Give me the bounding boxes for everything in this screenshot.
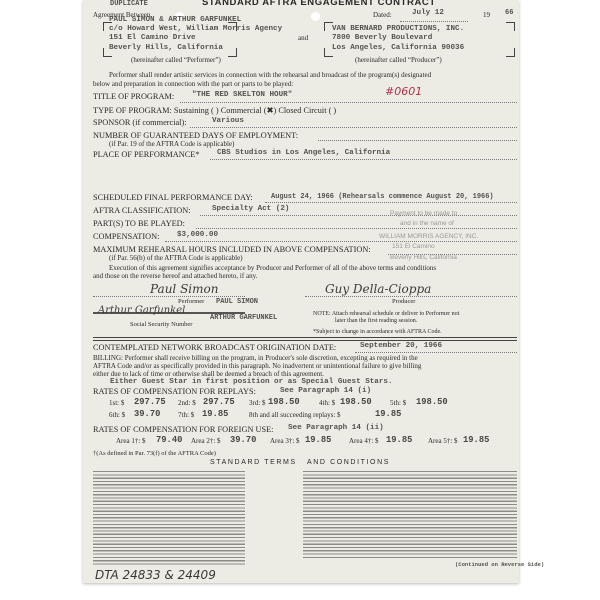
- year-prefix: 19: [483, 11, 490, 19]
- parts-label: PART(S) TO BE PLAYED:: [93, 219, 185, 228]
- sponsor-label: SPONSOR (if commercial):: [93, 118, 187, 127]
- dagger-note: †(As defined in Par. 73(f) of the AFTRA Code): [93, 450, 216, 457]
- execution-text: and those on the reverse hereof and attached hereto, if any.: [93, 272, 258, 280]
- producer-signature-line: [305, 296, 517, 297]
- billing-text: AFTRA Code and/or as specifically provided in this paragraph. No inadvertent or unintentional failure to give billing: [93, 362, 422, 370]
- final-day-line: [265, 202, 517, 203]
- year-value: 66: [505, 9, 514, 17]
- replay-rate-value: 297.75: [134, 397, 166, 407]
- foreign-rate-value: 19.85: [386, 435, 413, 445]
- foreign-rate-value: 39.70: [230, 435, 257, 445]
- punch-hole: [311, 12, 320, 21]
- performer2-signature: Arthur Garfunkel: [98, 305, 186, 316]
- replay-rate-label: 7th: $: [178, 411, 195, 419]
- terms-column-left: [93, 470, 245, 565]
- continued-note: (Continued on Reverse Side): [455, 561, 545, 568]
- classification-label: AFTRA CLASSIFICATION:: [93, 206, 191, 215]
- producer-address-line: Los Angeles, California 90036: [332, 44, 465, 52]
- contract-title: STANDARD AFTRA ENGAGEMENT CONTRACT: [202, 0, 436, 8]
- replay-rate-label: 5th: $: [390, 399, 407, 407]
- performer-address-line: Beverly Hills, California: [109, 44, 223, 52]
- title-line: [180, 102, 517, 103]
- dated-label: Dated:: [373, 11, 392, 19]
- days-label: NUMBER OF GUARANTEED DAYS OF EMPLOYMENT:: [93, 131, 299, 140]
- foreign-rate-value: 79.40: [156, 435, 183, 445]
- max-rehearsal-label: MAXIMUM REHEARSAL HOURS INCLUDED IN ABOVE COMPENSATION:: [93, 245, 371, 254]
- final-day-value: August 24, 1966 (Rehearsals commence August 20, 1966): [271, 193, 494, 201]
- stamp-line: Payment to be made to: [390, 210, 458, 217]
- parts-line: [196, 228, 517, 229]
- performer-address-line: 151 El Camino Drive: [109, 34, 196, 42]
- intro-text: Performer shall render artistic services in connection with the rehearsal and broadcast of the program(s) designated: [109, 71, 432, 79]
- producer-label: Producer: [392, 298, 416, 305]
- note-text: later than the first reading session.: [335, 318, 418, 324]
- place-value: CBS Studios in Los Angeles, California: [217, 149, 391, 157]
- note-text: NOTE: Attach rehearsal schedule or deliver to Performer not: [313, 311, 460, 317]
- place-label: PLACE OF PERFORMANCE*: [93, 150, 200, 159]
- performer-called: (hereinafter called “Performer”): [131, 56, 221, 64]
- billing-value: Either Guest Star in first position or as Special Guest Stars.: [110, 378, 393, 386]
- foreign-rate-value: 19.85: [305, 435, 332, 445]
- foreign-rate-label: Area 5†: $: [428, 437, 458, 445]
- stamp-line: 151 El Camino: [392, 243, 435, 250]
- replay-rate-value: 39.70: [134, 409, 161, 419]
- replay-rate-value: 198.50: [416, 397, 448, 407]
- billing-text: either due to lack of time or otherwise shall be deemed a breach of this agreement.: [93, 370, 324, 378]
- double-divider: [93, 337, 517, 341]
- replay-rate-value: 297.75: [203, 397, 235, 407]
- producer-name: VAN BERNARD PRODUCTIONS, INC.: [332, 25, 465, 33]
- final-day-label: SCHEDULED FINAL PERFORMANCE DAY:: [93, 193, 253, 202]
- execution-text: Execution of this agreement signifies acceptance by Producer and Performer of all of the above terms and conditions: [109, 264, 437, 272]
- performer2-printed-name: ARTHUR GARFUNKEL: [210, 314, 278, 322]
- days-note: (if Par. 19 of the AFTRA Code is applicable): [109, 140, 235, 148]
- and-label: and: [298, 34, 309, 42]
- performer-address-line: c/o Howard West, William Morris Agency: [109, 25, 283, 33]
- replay-rate-label: 2nd: $: [178, 399, 196, 407]
- type-of-program: TYPE OF PROGRAM: Sustaining ( ) Commercial (✖) Closed Circuit ( ): [93, 106, 337, 115]
- dated-line: [400, 21, 468, 22]
- days-line: [318, 140, 517, 141]
- foreign-rate-label: Area 1†: $: [116, 437, 146, 445]
- classification-value: Specialty Act (2): [212, 205, 290, 213]
- replays-value: See Paragraph 14 (i): [280, 387, 372, 395]
- performer-name: PAUL SIMON & ARTHUR GARFUNKEL: [109, 16, 242, 24]
- agreement-between-label: Agreement Between: [93, 11, 151, 19]
- replay-rate-label: 3rd: $: [249, 399, 266, 407]
- sponsor-value: Various: [212, 117, 244, 125]
- sponsor-line: [190, 127, 517, 128]
- replay-rate-value: 19.85: [375, 409, 402, 419]
- broadcast-date-value: September 20, 1966: [360, 342, 443, 350]
- broadcast-date-label: CONTEMPLATED NETWORK BROADCAST ORIGINATION DATE:: [93, 343, 337, 352]
- performer-label: Performer: [178, 298, 205, 305]
- terms-title: STANDARD TERMS AND CONDITIONS: [210, 459, 391, 466]
- compensation-line: [165, 241, 517, 242]
- foreign-rate-label: Area 2†: $: [191, 437, 221, 445]
- producer-called: (hereinafter called “Producer”): [355, 56, 442, 64]
- dated-value: July 12: [412, 9, 444, 17]
- subject-note: *Subject to change in accordance with AFTRA Code.: [313, 329, 442, 335]
- foreign-rate-value: 19.85: [463, 435, 490, 445]
- replay-rate-value: 198.50: [268, 397, 300, 407]
- stamp-line: and in the name of: [400, 220, 454, 227]
- stamp-line: WILLIAM MORRIS AGENCY, INC.: [379, 233, 479, 240]
- handwritten-number: #0601: [385, 85, 423, 98]
- handwritten-annotation: DTA 24833 & 24409: [95, 568, 216, 582]
- compensation-label: COMPENSATION:: [93, 232, 160, 241]
- replays-label: RATES OF COMPENSATION FOR REPLAYS:: [93, 387, 256, 396]
- performer-signature-line: [93, 296, 245, 297]
- intro-text: below and preparation in connection with the part or parts to be played:: [93, 80, 294, 88]
- foreign-use-value: See Paragraph 14 (ii): [288, 424, 384, 432]
- stamp-line: Beverly Hills, California: [390, 254, 457, 261]
- billing-text: BILLING: Performer shall receive billing on the program, in Producer's sole discretion, excepting as required in the: [93, 354, 418, 362]
- foreign-rate-label: Area 4†: $: [349, 437, 379, 445]
- place-line: [210, 159, 517, 160]
- title-value: "THE RED SKELTON HOUR": [192, 91, 293, 99]
- max-rehearsal-note: (if Par. 56(b) of the AFTRA Code is applicable): [109, 254, 243, 262]
- producer-signature: Guy Della-Cioppa: [325, 282, 432, 296]
- replay-rate-label: 6th: $: [109, 411, 126, 419]
- ssn-label: Social Security Number: [130, 321, 193, 328]
- replay-rate-label: 1st: $: [109, 399, 125, 407]
- classification-line: [200, 215, 517, 216]
- foreign-rate-label: Area 3†: $: [270, 437, 300, 445]
- terms-column-right: [303, 470, 517, 559]
- producer-address-line: 7800 Beverly Boulevard: [332, 34, 433, 42]
- replay-rate-label: 8th and all succeeding replays: $: [249, 411, 341, 419]
- performer-printed-name: PAUL SIMON: [216, 298, 259, 306]
- foreign-use-label: RATES OF COMPENSATION FOR FOREIGN USE:: [93, 425, 274, 434]
- replay-rate-label: 4th: $: [319, 399, 336, 407]
- duplicate-mark: DUPLICATE: [110, 0, 148, 8]
- performer-signature: Paul Simon: [150, 282, 219, 296]
- title-label: TITLE OF PROGRAM:: [93, 92, 175, 101]
- compensation-value: $3,000.00: [177, 231, 219, 239]
- replay-rate-value: 19.85: [202, 409, 229, 419]
- replay-rate-value: 198.50: [340, 397, 372, 407]
- broadcast-date-line: [355, 352, 517, 353]
